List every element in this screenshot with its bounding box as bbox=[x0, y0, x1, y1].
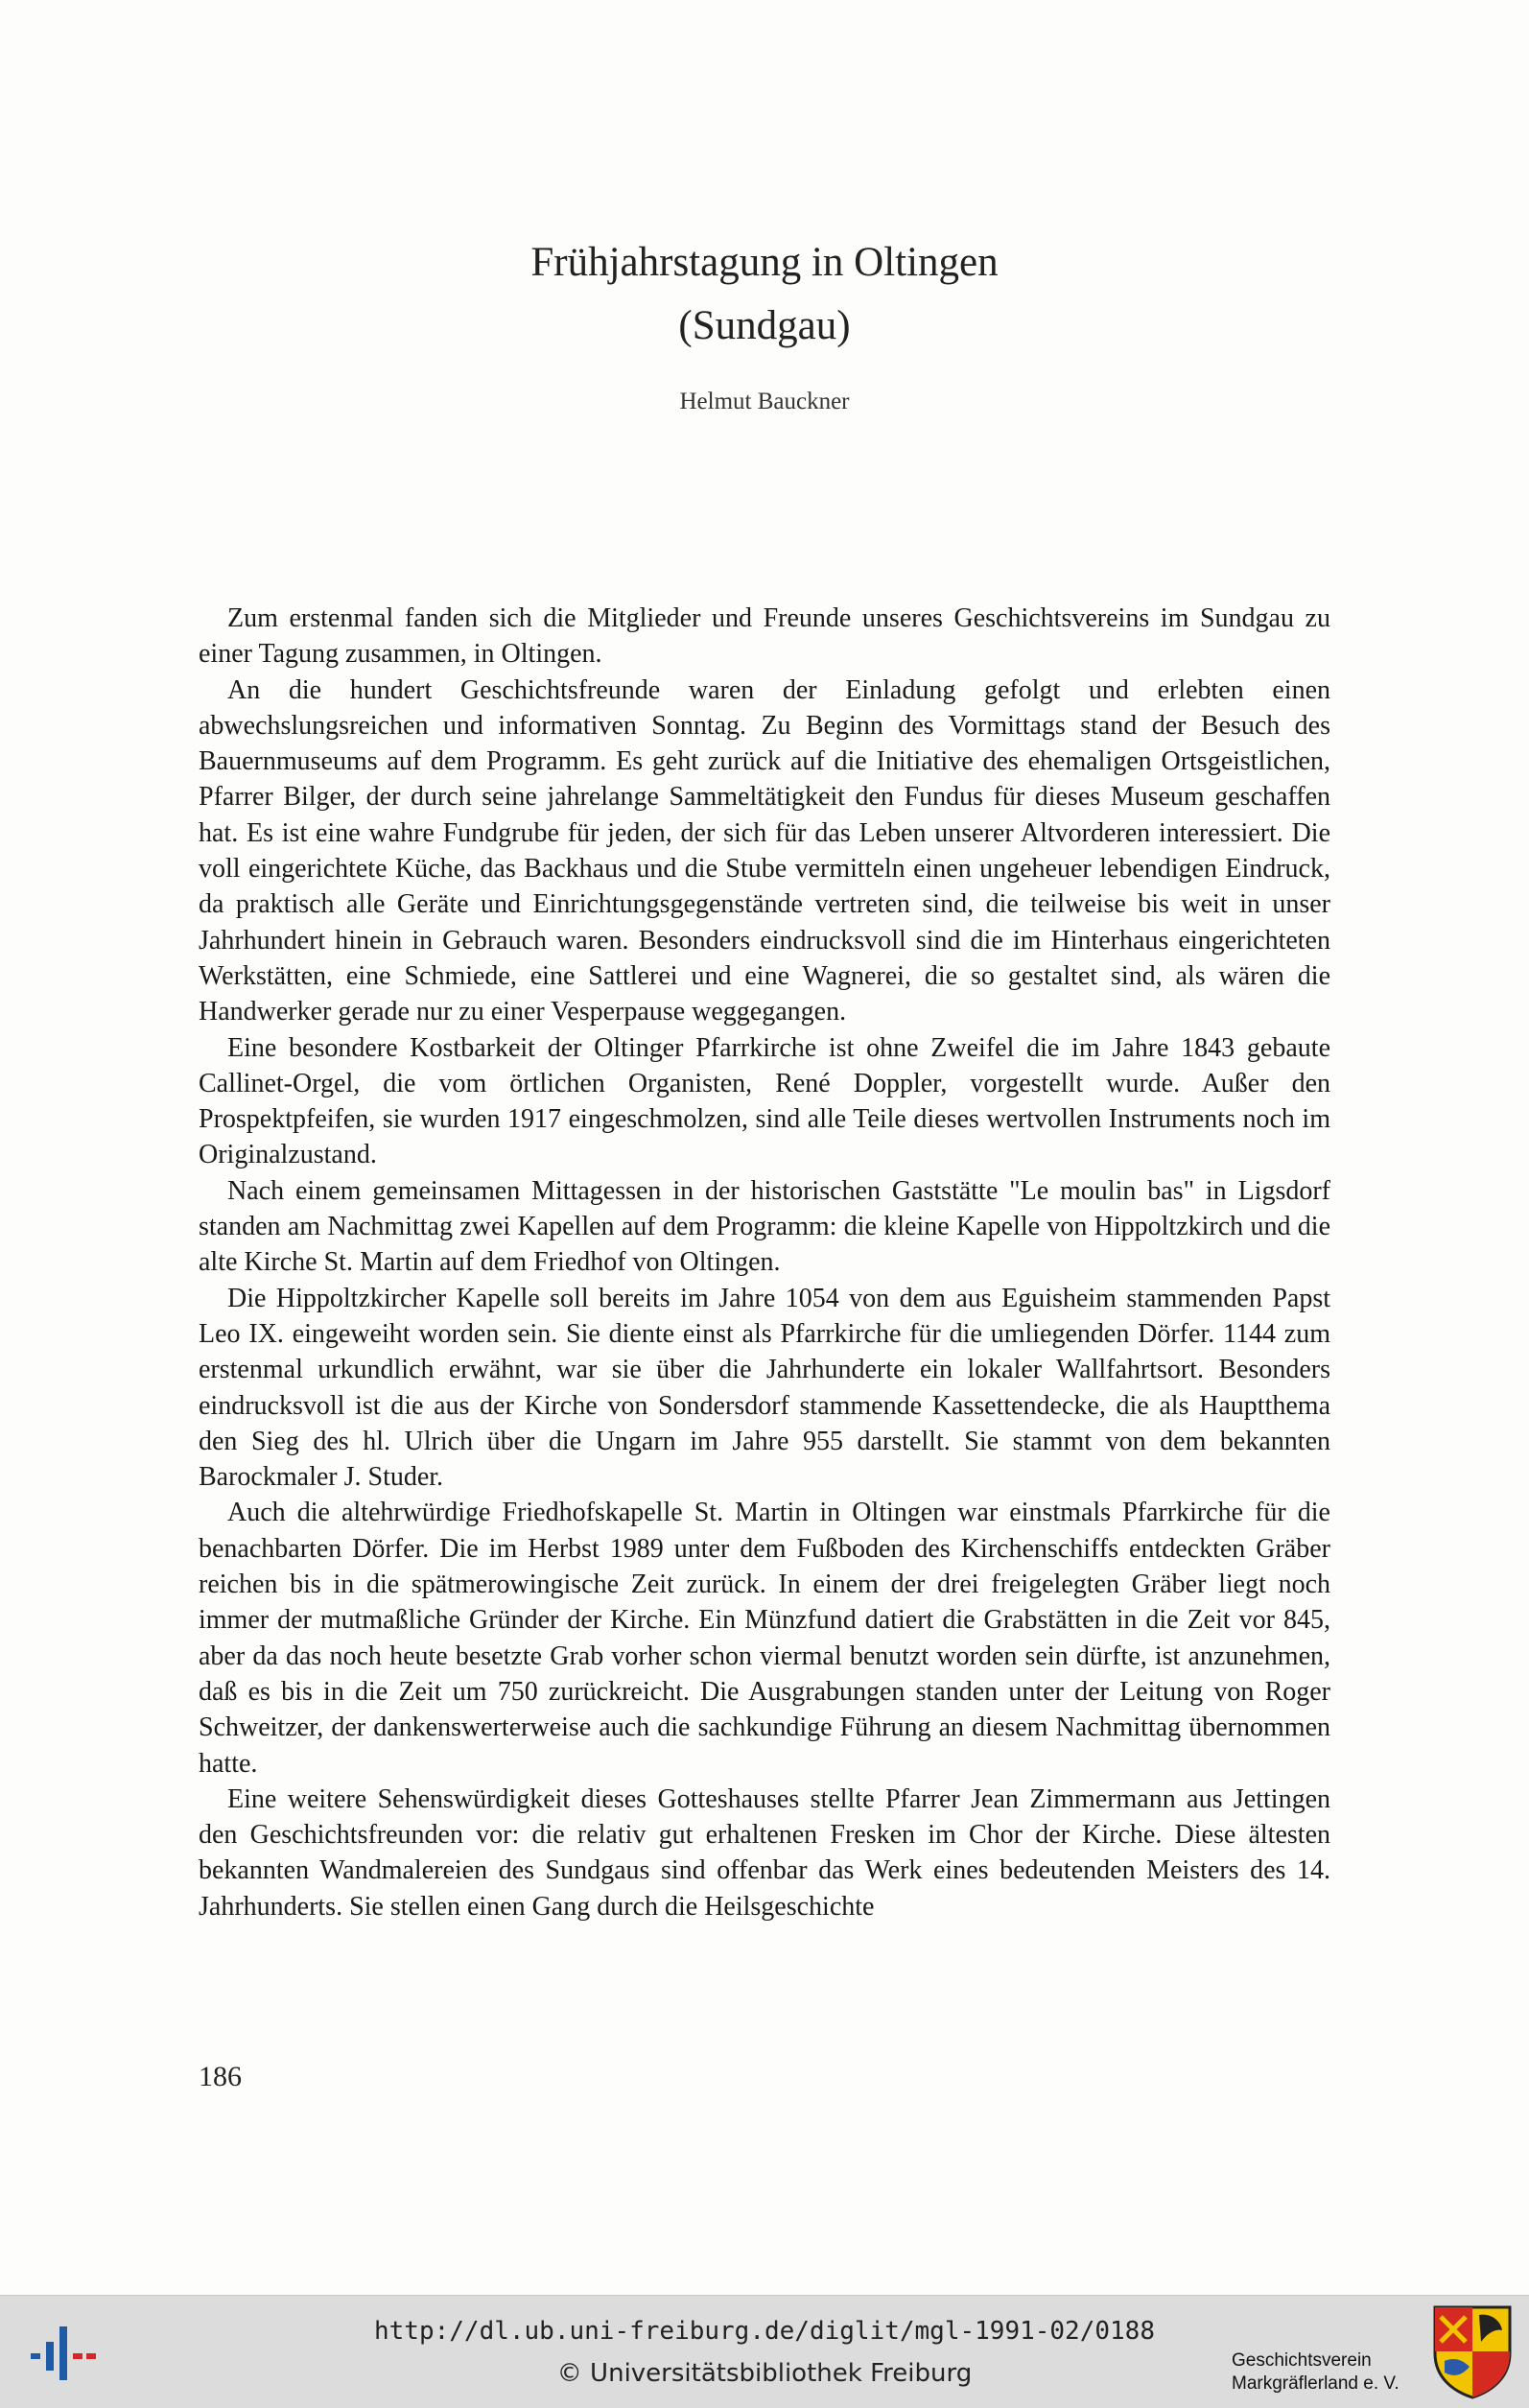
publisher-name bbox=[1232, 2349, 1400, 2396]
article-body bbox=[199, 601, 1330, 1924]
copyright-text: © Universitätsbibliothek Freiburg bbox=[556, 2359, 973, 2388]
article-author: Helmut Bauckner bbox=[679, 389, 850, 414]
paragraph: An die hundert Geschichtsfreunde waren der Einladung gefolgt und erlebten einen abwechslungsreichen und informativen Sonntag. Zu Beginn des Vormittags stand der Besuch des Bauernmuseums auf dem Programm. Es geht zurück auf die Initiative des ehemaligen Ortsgeistlichen, Pfarrer Bilger, der durch seine jahrelange Sammeltätigkeit den Fundus für dieses Museum geschaffen hat. Es ist eine wahre Fundgrube für jeden, der sich für das Leben unserer Altvorderen interessiert. Die voll eingerichtete Küche, das Backhaus und die Stube vermitteln einen ungeheuer lebendigen Eindruck, da praktisch alle Geräte und Einrichtungsgegenstände vertreten sind, die teilweise bis weit in unser Jahrhundert hinein in Gebrauch waren. Besonders eindrucksvoll sind die im Hinterhaus eingerichteten Werkstätten, eine Schmiede, eine Sattlerei und eine Wagnerei, die so gestaltet sind, als wären die Handwerker gerade nur zu einer Vesperpause weggegangen. bbox=[199, 674, 1330, 1027]
viewer-footer bbox=[0, 2295, 1529, 2408]
article-subtitle: (Sundgau) bbox=[678, 303, 851, 348]
paragraph: Eine weitere Sehenswürdigkeit dieses Gotteshauses stellte Pfarrer Jean Zimmermann aus Jettingen den Geschichtsfreunden vor: die relativ gut erhaltenen Fresken im Chor der Kirche. Diese ältesten bekannten Wandmalereien des Sundgaus sind offenbar das Werk eines bedeutenden Meisters des 14. Jahrhunderts. Sie stellen einen Gang durch die Heilsgeschichte bbox=[199, 1783, 1330, 1922]
permalink-url[interactable]: http://dl.ub.uni-freiburg.de/diglit/mgl-1991-02/0188 bbox=[374, 2317, 1155, 2346]
article-title: Frühjahrstagung in Oltingen bbox=[530, 240, 999, 285]
paragraph: Zum erstenmal fanden sich die Mitglieder und Freunde unseres Geschichtsvereins im Sundgau zu einer Tagung zusammen, in Oltingen. bbox=[199, 603, 1330, 670]
publisher-line: Markgräflerland e. V. bbox=[1232, 2373, 1400, 2394]
page-number: 186 bbox=[199, 2061, 242, 2092]
coat-of-arms-icon bbox=[1431, 2303, 1514, 2399]
paragraph: Nach einem gemeinsamen Mittagessen in der historischen Gaststätte "Le moulin bas" in Ligsdorf standen am Nachmittag zwei Kapellen auf dem Programm: die kleine Kapelle von Hippoltzkirch und die alte Kirche St. Martin auf dem Friedhof von Oltingen. bbox=[199, 1175, 1330, 1278]
paragraph: Auch die altehrwürdige Friedhofskapelle St. Martin in Oltingen war einstmals Pfarrkirche für die benachbarten Dörfer. Die im Herbst 1989 unter dem Fußboden des Kirchenschiffs entdeckten Gräber reichen bis in die spätmerowingische Zeit zurück. In einem der drei freigelegten Gräber liegt noch immer der mutmaßliche Gründer der Kirche. Ein Münzfund datiert die Grabstätten in die Zeit vor 845, aber da das noch heute besetzte Grab vorher schon viermal benutzt worden sein dürfte, ist anzunehmen, daß es bis in die Zeit um 750 zurückreicht. Die Ausgrabungen standen unter der Leitung von Roger Schweitzer, der dankenswerterweise auch die sachkundige Führung an diesem Nachmittag übernommen hatte. bbox=[199, 1498, 1330, 1779]
paragraph: Die Hippoltzkircher Kapelle soll bereits im Jahre 1054 von dem aus Eguisheim stammenden Papst Leo IX. eingeweiht worden sein. Sie diente einst als Pfarrkirche für die umliegenden Dörfer. 1144 zum erstenmal urkundlich erwähnt, war sie über die Jahrhunderte ein lokaler Wallfahrtsort. Besonders eindrucksvoll ist die aus der Kirche von Sondersdorf stammende Kassettendecke, die als Hauptthema den Sieg des hl. Ulrich über die Ungarn im Jahre 955 darstellt. Sie stammt von dem bekannten Barockmaler J. Studer. bbox=[199, 1283, 1330, 1493]
paragraph: Eine besondere Kostbarkeit der Oltinger Pfarrkirche ist ohne Zweifel die im Jahre 1843 gebaute Callinet-Orgel, die vom örtlichen Organisten, René Doppler, vorgestellt wurde. Außer den Prospektpfeifen, sie wurden 1917 eingeschmolzen, sind alle Teile dieses wertvollen Instruments noch im Originalzustand. bbox=[199, 1032, 1330, 1170]
publisher-line: Geschichtsverein bbox=[1232, 2350, 1372, 2371]
